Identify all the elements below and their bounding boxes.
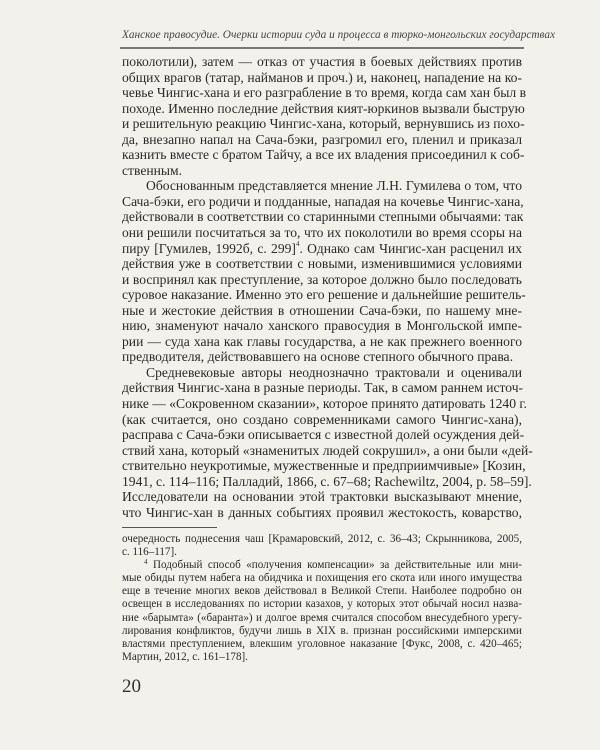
text-line: Мартин, 2012, с. 161–178]. (122, 650, 248, 663)
text-line: предводителя, действовавшего на основе степного обычного права. (122, 349, 513, 365)
text-line: казнить вместе с братом Тайчу, а все их владения присоединил к соб- (122, 147, 525, 163)
footnote-separator (122, 527, 217, 528)
text-line: ние «барымта» («баранта») и долгое время считался способом внесудебного урегу- (122, 611, 522, 624)
text-line: Обоснованным представляется мнение Л.Н. Гумилева о том, что (146, 178, 522, 194)
text-line: ные и жестокие действия в отношении Сача-бэки, по нашему мне- (122, 302, 522, 318)
text-line: и воспринял как преступление, за которое должно было последовать (122, 271, 522, 287)
footnotes (122, 533, 522, 664)
text-line: общих врагов (татар, найманов и проч.) и, наконец, нападение на ко- (122, 69, 522, 85)
text-line: суровое наказание. Именно это его решение и дальнейшие решитель- (122, 287, 526, 303)
text-line: походе. Именно последние действия кият-юркинов вызвали быструю (122, 100, 525, 116)
text-line: ствительно неукротимые, мужественные и предприимчивые» [Козин, (122, 458, 526, 474)
footnote (122, 559, 522, 664)
text-line: Сача-бэки, его родичи и подданные, нападая на кочевье Чингис-хана, (122, 193, 524, 209)
paragraph (122, 364, 533, 520)
text-line: с. 116–117]. (122, 546, 177, 559)
text-line: $^4$ Подобный способ «получения компенсации» за действительные или мни- (144, 558, 522, 572)
footnote-marker: 4 (144, 558, 148, 567)
text-line: действия уже в соответствии с новыми, изменившимися условиями (122, 256, 522, 272)
text-line: поколотили), затем — отказ от участия в боевых действиях против (122, 54, 522, 69)
text-line: лирования конфликтов, будучи лишь в XIX в. признан российскими имперскими (122, 624, 522, 637)
footnote-marker: 4 (295, 239, 300, 248)
text-line: ственным. (122, 162, 183, 178)
text-line: и решительную реакцию Чингис-хана, который, вернувшись из похо- (122, 116, 525, 132)
text-line: освещен в исследованиях по истории казахов, у которых этот обычай носил назва- (122, 598, 522, 611)
main-text (122, 54, 533, 520)
text-line: да, внезапно напал на Сача-бэки, разгромил его, пленил и приказал (122, 131, 522, 147)
running-header: Ханское правосудие. Очерки истории суда и процесса в тюрко-монгольских государствах (122, 29, 556, 41)
text-line: очередность поднесения чаш [Крамаровский, 2012, с. 36–43; Скрынникова, 2005, (122, 533, 522, 545)
header-rule (120, 47, 524, 49)
text-line: пиру [Гумилев, 1992б, с. 299]$^4$. Однако сам Чингис-хан расценил их (122, 239, 523, 256)
text-line: чевье Чингис-хана и его разграбление в то время, когда сам хан был в (122, 85, 527, 101)
text-line: мые обиды путем набега на обидчика и похищения его скота или иного имущества (122, 572, 522, 585)
text-line: Средневековые авторы неоднозначно трактовали и оценивали (146, 364, 522, 380)
footnote (122, 533, 522, 559)
text-line: нике — «Сокровенном сказании», которое принято датировать 1240 г. (122, 396, 527, 412)
text-line: что Чингис-хан в данных событиях проявил жестокость, коварство, (122, 504, 522, 520)
paragraph (122, 54, 527, 178)
text-line: действовали в соответствии со старинными степными обычаями: так (122, 209, 524, 225)
text-line: (как считается, оно создано современниками самого Чингис-хана), (122, 411, 522, 427)
text-line: ствий хана, который «знаменитых людей сокрушил», а они были «дей- (122, 442, 533, 458)
text-line: нию, знаменуют начало ханского правосудия в Монгольской импе- (122, 318, 522, 334)
page-number: 20 (122, 676, 141, 697)
text-line: они решили посчитаться за то, что их поколотили во время ссоры на (122, 225, 522, 241)
text-line: действия Чингис-хана в разные периоды. Так, в самом раннем источ- (122, 380, 524, 396)
text-line: 1941, с. 114–116; Палладий, 1866, с. 67–68; Rachewiltz, 2004, p. 58–59]. (122, 473, 532, 489)
paragraph (122, 178, 526, 365)
text-line: расправа с Сача-бэки описывается с известной долей осуждения дей- (122, 427, 525, 443)
text-line: Исследователи на основании этой трактовки высказывают мнение, (122, 489, 522, 505)
text-line: рии — суда хана как главы государства, а не как прежнего военного (122, 333, 522, 349)
text-line: еще в течение многих веков действовал в Великой Степи. Наиболее подробно он (122, 585, 522, 598)
text-line: властями преступлением, влекшим уголовное наказание [Фукс, 2008, с. 420–465; (122, 637, 522, 650)
